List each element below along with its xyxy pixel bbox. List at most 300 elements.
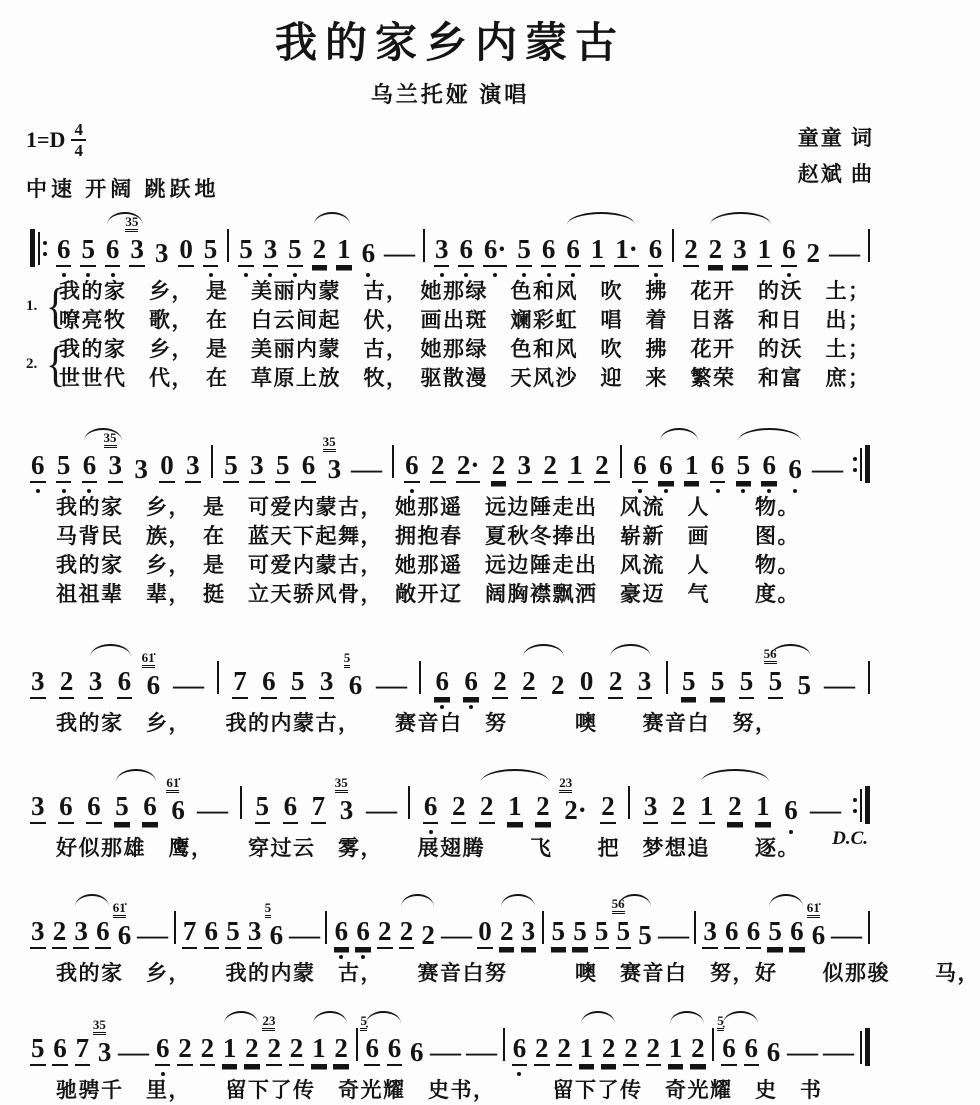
note <box>550 672 566 699</box>
duration-dash: — <box>812 454 844 484</box>
note-digit: 6 <box>761 452 777 483</box>
note <box>238 236 254 267</box>
barline-stroke <box>240 786 242 819</box>
barline-stroke <box>174 911 176 944</box>
barline <box>423 229 425 267</box>
note-digit: 3 <box>339 795 354 825</box>
note <box>255 793 271 824</box>
note <box>261 668 277 699</box>
note <box>483 236 508 267</box>
slur-arc <box>581 1011 614 1024</box>
note <box>590 236 606 267</box>
slur-arc <box>618 894 650 907</box>
note-digit: 6 <box>283 793 299 824</box>
note <box>336 236 352 267</box>
note <box>30 918 46 949</box>
note-digit: 2· <box>564 795 587 825</box>
note-digit: 1 <box>699 793 715 824</box>
note <box>614 236 639 267</box>
note-digit: 2 <box>451 793 467 824</box>
note <box>579 668 595 699</box>
note-digit: 2 <box>727 793 743 824</box>
note <box>311 793 327 824</box>
note <box>133 456 149 483</box>
octave-dot-below <box>793 489 797 493</box>
note <box>517 452 533 483</box>
note <box>477 918 493 949</box>
duration-dash: — <box>289 920 321 950</box>
note-digit: 1 <box>336 236 352 267</box>
slur-arc <box>501 894 534 907</box>
grace-note: 56 <box>612 897 625 914</box>
note-digit: 3 <box>108 452 124 483</box>
barline <box>868 229 870 267</box>
lyric-line: 我的家 乡， 是 可爱内蒙古， 她那遥 远边陲走出 风流 人 物。 <box>56 495 800 519</box>
thin-bar <box>860 1031 862 1064</box>
note <box>783 797 799 824</box>
note-digit: 2 <box>708 236 724 267</box>
barline <box>174 911 176 949</box>
note-digit: 6 <box>56 236 72 267</box>
note-digit: 3 <box>521 918 537 949</box>
rest: 0 <box>178 236 194 267</box>
note-digit: 5 <box>223 452 239 483</box>
slur-arc <box>670 1011 703 1024</box>
barline <box>227 229 229 267</box>
music-system <box>26 1002 874 1105</box>
note-digit: 6 <box>334 918 350 949</box>
note <box>82 452 98 483</box>
note-digit: 5 <box>638 920 652 950</box>
note-digit: 1 <box>684 452 700 483</box>
note-digit: 5 <box>255 793 271 824</box>
note <box>222 1035 238 1066</box>
repeat-dots <box>853 798 857 813</box>
verse-lines <box>59 277 871 335</box>
note <box>767 918 783 949</box>
note-digit: 3 <box>702 918 718 949</box>
grace-note: 23 <box>262 1014 275 1031</box>
note <box>75 1035 91 1066</box>
note <box>572 918 588 949</box>
music-row <box>26 1002 874 1076</box>
note <box>491 452 507 483</box>
note <box>757 236 773 267</box>
barline-stroke <box>503 1028 505 1061</box>
note-digit: 3 <box>327 454 342 484</box>
note <box>781 236 797 267</box>
note <box>430 452 446 483</box>
note-digit: 2 <box>521 668 537 699</box>
note-digit: 2 <box>377 918 393 949</box>
note <box>200 1035 216 1066</box>
note <box>825 672 854 699</box>
duration-dash: — <box>657 920 689 950</box>
lyric-line: 我的家 乡， 是 美丽内蒙 古， 她那绿 色和风 吹 拂 花开 的沃 土； <box>59 279 871 303</box>
music-system <box>26 635 874 738</box>
slur-arc <box>738 428 800 441</box>
note-digit: 6 <box>565 236 581 267</box>
time-signature <box>71 121 86 159</box>
rest: 0 <box>477 918 493 949</box>
lyric-line: 嘹亮牧 歌， 在 白云间起 伏， 画出斑 斓彩虹 唱 着 日落 和日 出； <box>59 308 871 332</box>
barline <box>542 911 544 949</box>
barline-stroke <box>868 661 870 694</box>
note-digit: 7 <box>232 668 248 699</box>
octave-dot-below <box>789 830 793 834</box>
note-digit: 6 <box>171 795 185 825</box>
note-digit: 1 <box>757 236 773 267</box>
lyric-line: 我的家 乡， 是 可爱内蒙古， 她那遥 远边陲走出 风流 人 物。 <box>56 553 800 577</box>
grace-note: 5̣ <box>717 1014 724 1031</box>
note <box>141 650 162 700</box>
slur-arc <box>567 212 635 225</box>
note <box>112 900 133 950</box>
note <box>343 650 364 700</box>
octave-dot-below <box>410 489 414 493</box>
octave-dot-below <box>664 489 668 493</box>
note <box>787 456 803 483</box>
note-digit: 3 <box>263 236 279 267</box>
note <box>442 922 471 949</box>
note <box>646 1035 662 1066</box>
note <box>312 236 328 267</box>
note <box>174 672 203 699</box>
note-digit: 6 <box>361 238 376 268</box>
note <box>699 793 715 824</box>
note <box>499 918 515 949</box>
barline-stroke <box>356 1028 358 1061</box>
duration-dash: — <box>137 920 169 950</box>
note <box>103 430 124 483</box>
note <box>114 793 130 824</box>
dot <box>853 457 857 461</box>
note-digit: 5 <box>768 668 784 699</box>
grace-note: 23 <box>559 776 572 793</box>
lyrics-block <box>26 959 980 988</box>
note-digit: 5 <box>30 1035 46 1066</box>
note <box>56 236 72 267</box>
duration-dash: — <box>466 1037 498 1067</box>
note-digit: 2 <box>421 920 435 950</box>
grace-note: 35 <box>125 215 138 232</box>
duration-dash: — <box>375 670 407 700</box>
barline-stroke <box>217 661 219 694</box>
lyricist-credit: 童童 词 <box>797 126 874 150</box>
note <box>717 1013 737 1066</box>
slur-arc <box>314 212 349 225</box>
note-digit: 6· <box>483 236 508 267</box>
note-digit: 2 <box>671 793 687 824</box>
barline <box>712 1028 714 1066</box>
note-digit: 6 <box>423 793 439 824</box>
note-digit: 3 <box>249 452 265 483</box>
note-digit: 2 <box>177 1035 193 1066</box>
note-digit: 5 <box>225 918 241 949</box>
thick-bar <box>865 1028 870 1066</box>
dc-mark: D.C. <box>832 828 868 849</box>
music-row <box>26 203 874 277</box>
note <box>30 793 46 824</box>
note <box>668 1035 684 1066</box>
note <box>806 900 827 950</box>
barline <box>392 445 394 483</box>
note <box>204 918 220 949</box>
note <box>507 793 523 824</box>
note <box>739 668 755 699</box>
octave-dot-below <box>87 489 91 493</box>
repeat-dots <box>853 457 857 472</box>
octave-dot-below <box>244 273 248 277</box>
note-digit: 2 <box>556 1035 572 1066</box>
slur-arc <box>116 769 155 782</box>
note-digit: 6 <box>744 1035 760 1066</box>
note <box>708 236 724 267</box>
note <box>283 793 299 824</box>
barline-stroke <box>868 229 870 262</box>
note <box>301 452 317 483</box>
note-digit: 5 <box>681 668 697 699</box>
note <box>763 646 784 699</box>
note-digit: 6 <box>658 452 674 483</box>
note-digit: 6 <box>142 793 158 824</box>
note-digit: 6 <box>434 668 450 699</box>
grace-note: 35 <box>323 435 336 452</box>
note <box>600 793 616 824</box>
slur-arc <box>75 894 108 907</box>
octave-dot-below <box>361 955 365 959</box>
octave-dot-below <box>716 489 720 493</box>
note <box>367 797 396 824</box>
note <box>142 793 158 824</box>
note-digit: 2 <box>534 1035 550 1066</box>
note-digit: 3 <box>73 918 89 949</box>
barline-stroke <box>423 229 425 262</box>
music-row <box>26 419 874 493</box>
note <box>264 900 285 950</box>
barline <box>694 911 696 949</box>
note <box>492 668 508 699</box>
note <box>95 918 111 949</box>
note <box>637 922 653 949</box>
octave-dot-below <box>161 1072 165 1076</box>
verse-lyrics <box>26 277 874 393</box>
note-digit: 3 <box>517 452 533 483</box>
barline <box>419 661 421 699</box>
note <box>766 1039 782 1066</box>
note-digit: 3 <box>129 236 145 267</box>
duration-dash: — <box>810 795 842 825</box>
music-system <box>26 419 874 609</box>
rest: 0 <box>579 668 595 699</box>
note-digit: 3 <box>134 454 148 484</box>
duration-dash: — <box>351 454 383 484</box>
note-digit: 3 <box>185 452 201 483</box>
note-digit: 6 <box>512 1035 528 1066</box>
note-digit: 2 <box>600 793 616 824</box>
note-digit: 2 <box>608 668 624 699</box>
barline-stroke <box>666 661 668 694</box>
barline <box>211 445 213 483</box>
barline <box>868 911 870 949</box>
slur-arc <box>224 1011 257 1024</box>
note <box>451 793 467 824</box>
note <box>30 452 46 483</box>
note-digit: 6 <box>86 793 102 824</box>
note-digit: 5 <box>290 668 306 699</box>
note-digit: 2 <box>244 1035 260 1066</box>
barline-stroke <box>419 661 421 694</box>
credits-block <box>798 121 874 192</box>
note-digit: 3 <box>30 918 46 949</box>
note <box>155 1035 171 1066</box>
note <box>404 452 420 483</box>
note <box>86 793 102 824</box>
lyric-line: 我的家 乡， 我的内蒙古， 赛音白 努 噢 赛音白 努， <box>56 711 778 735</box>
note <box>334 918 350 949</box>
lyric-line: 我的家 乡， 我的内蒙 古， 赛音白努 噢 赛音白 努，好 似那骏 马， <box>56 961 980 985</box>
thick-bar <box>30 229 35 267</box>
note-digit: 6 <box>30 452 46 483</box>
barline-stroke <box>694 911 696 944</box>
note <box>319 668 335 699</box>
note <box>290 668 306 699</box>
barline-stroke <box>392 445 394 478</box>
slur-arc <box>723 1011 757 1024</box>
note-digit: 6 <box>52 1035 68 1066</box>
key-label: 1=D <box>26 127 66 152</box>
note-digit: 6 <box>146 670 161 700</box>
note <box>119 1039 148 1066</box>
note <box>789 918 805 949</box>
octave-dot-below <box>571 273 575 277</box>
lyric-line: 我的家 乡， 是 美丽内蒙 古， 她那绿 色和风 吹 拂 花开 的沃 土； <box>59 337 871 361</box>
note-digit: 6 <box>117 920 132 950</box>
dot <box>43 241 47 245</box>
note-digit: 5 <box>287 236 303 267</box>
note <box>788 1039 817 1066</box>
note <box>138 922 167 949</box>
tempo-marking: 中速 开阔 跳跃地 <box>26 177 220 201</box>
grace-note: 56 <box>764 647 777 664</box>
note-digit: 5 <box>594 918 610 949</box>
note-digit: 2 <box>623 1035 639 1066</box>
note <box>512 1035 528 1066</box>
note <box>360 1013 380 1066</box>
note-digit: 1 <box>568 452 584 483</box>
thick-bar <box>865 786 870 824</box>
thin-bar <box>860 789 862 822</box>
note-digit: 6 <box>348 670 363 700</box>
note <box>434 668 450 699</box>
note-digit: 3 <box>97 1037 112 1067</box>
note <box>746 918 762 949</box>
note <box>198 797 227 824</box>
note-digit: 6 <box>458 236 474 267</box>
note <box>159 452 175 483</box>
barline <box>240 786 242 824</box>
note <box>683 236 699 267</box>
music-system <box>26 885 980 988</box>
octave-dot-below <box>469 705 473 709</box>
note <box>232 668 248 699</box>
note <box>744 1035 760 1066</box>
note <box>594 452 610 483</box>
duration-dash: — <box>824 670 856 700</box>
note <box>289 1035 305 1066</box>
note <box>456 452 481 483</box>
note-digit: 6 <box>58 793 74 824</box>
note <box>52 918 68 949</box>
note <box>385 240 414 267</box>
key-tempo-block <box>26 121 220 203</box>
note-digit: 2 <box>499 918 515 949</box>
song-title: 我的家乡内蒙古 <box>274 18 625 67</box>
note-digit: 6 <box>410 1037 424 1067</box>
note <box>542 452 558 483</box>
note-digit: 6 <box>789 918 805 949</box>
note-digit: 6 <box>95 918 111 949</box>
note-digit: 6 <box>721 1035 737 1066</box>
repeat-dots <box>43 241 47 256</box>
composer-credit: 赵斌 曲 <box>797 161 874 186</box>
note <box>579 1035 595 1066</box>
duration-dash: — <box>118 1037 150 1067</box>
octave-dot-below <box>464 273 468 277</box>
slur-arc <box>523 644 563 657</box>
note <box>58 793 74 824</box>
note <box>423 793 439 824</box>
barline-stroke <box>868 911 870 944</box>
note <box>387 1035 403 1066</box>
slur-arc <box>770 644 810 657</box>
octave-dot-below <box>62 489 66 493</box>
note <box>516 236 532 267</box>
final-barline <box>860 1028 870 1066</box>
thin-bar <box>38 232 40 265</box>
octave-dot-below <box>36 489 40 493</box>
note-digit: 5 <box>572 918 588 949</box>
note <box>565 236 581 267</box>
octave-dot-below <box>787 273 791 277</box>
note <box>611 896 632 949</box>
note-digit: 2 <box>430 452 446 483</box>
note <box>551 918 567 949</box>
duration-dash: — <box>384 238 416 268</box>
note-digit: 2 <box>806 238 821 268</box>
note <box>623 1035 639 1066</box>
octave-dot-below <box>293 273 297 277</box>
note-digit: 5 <box>739 668 755 699</box>
note-digit: 2 <box>542 452 558 483</box>
note <box>659 922 688 949</box>
lyrics-block <box>26 493 874 609</box>
note <box>247 918 263 949</box>
duration-dash: — <box>831 920 863 950</box>
note-digit: 6 <box>204 918 220 949</box>
dot <box>853 809 857 813</box>
grace-note: 5̣ <box>360 1014 367 1031</box>
octave-dot-below <box>111 273 115 277</box>
note <box>559 775 588 825</box>
note <box>352 456 381 483</box>
note-digit: 1 <box>311 1035 327 1066</box>
barline-stroke <box>227 229 229 262</box>
note <box>399 918 415 949</box>
duration-dash: — <box>365 795 397 825</box>
note <box>594 918 610 949</box>
note <box>333 1035 349 1066</box>
